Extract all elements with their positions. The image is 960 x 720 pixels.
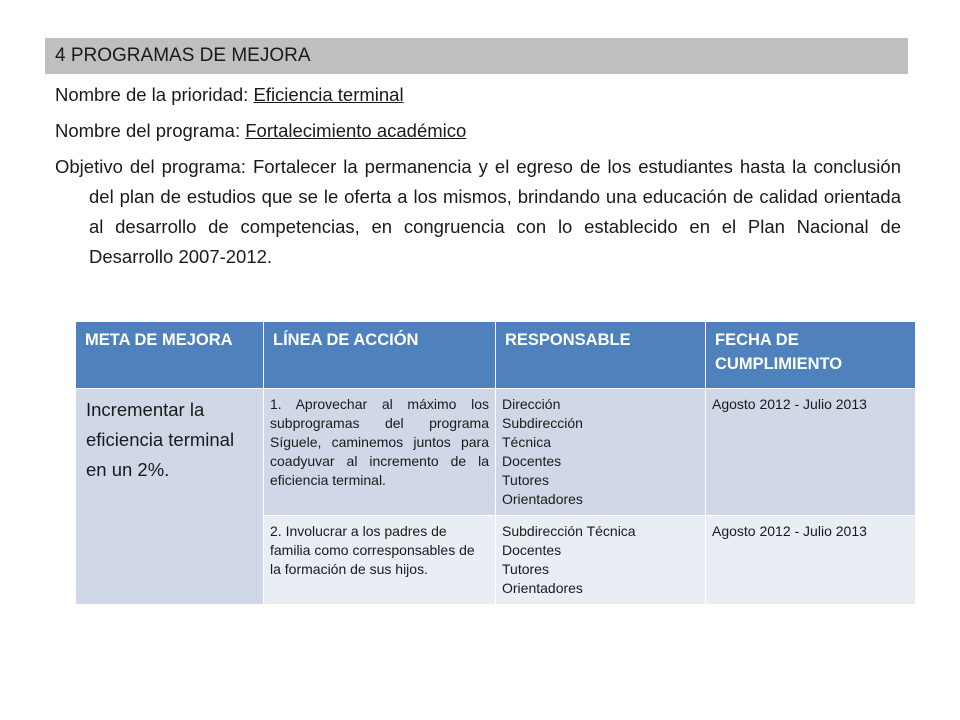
- improvement-table: [75, 321, 916, 605]
- table-header-row: [76, 322, 916, 389]
- responsable-item: Tutores: [502, 561, 549, 577]
- section-title: 4 PROGRAMAS DE MEJORA: [45, 38, 908, 74]
- priority-value: Eficiencia terminal: [253, 84, 404, 105]
- responsable-item: Subdirección Técnica: [502, 523, 636, 539]
- responsable-item: Tutores: [502, 472, 549, 488]
- program-line: [55, 116, 908, 146]
- priority-line: [55, 80, 908, 110]
- fecha-cell: Agosto 2012 - Julio 2013: [706, 389, 916, 516]
- responsable-item: Subdirección: [502, 415, 583, 431]
- header-fecha: FECHA DE CUMPLIMIENTO: [706, 322, 916, 389]
- responsable-cell: [496, 516, 706, 605]
- meta-cell: Incrementar la eficiencia terminal en un 2%.: [76, 389, 264, 605]
- table-row: [76, 389, 916, 516]
- header-responsable: RESPONSABLE: [496, 322, 706, 389]
- priority-label: Nombre de la prioridad:: [55, 84, 249, 105]
- responsable-item: Docentes: [502, 542, 562, 558]
- program-value: Fortalecimiento académico: [245, 120, 467, 141]
- program-label: Nombre del programa:: [55, 120, 241, 141]
- responsable-item: Dirección: [502, 396, 561, 412]
- responsable-item: Orientadores: [502, 491, 583, 507]
- responsable-item: Técnica: [502, 434, 552, 450]
- responsable-item: Docentes: [502, 453, 562, 469]
- accion-cell: 1. Aprovechar al máximo los subprogramas del programa Síguele, caminemos juntos para coadyuvar al incremento de la eficiencia terminal.: [264, 389, 496, 516]
- header-meta: META DE MEJORA: [76, 322, 264, 389]
- responsable-item: Orientadores: [502, 580, 583, 596]
- header-accion: LÍNEA DE ACCIÓN: [264, 322, 496, 389]
- accion-cell: 2. Involucrar a los padres de familia como corresponsables de la formación de sus hijos.: [264, 516, 496, 605]
- fecha-cell: Agosto 2012 - Julio 2013: [706, 516, 916, 605]
- responsable-cell: [496, 389, 706, 516]
- objective-text: Objetivo del programa: Fortalecer la permanencia y el egreso de los estudiantes hasta la conclusión del plan de estudios que se le oferta a los mismos, brindando una educación de calidad orientada al desarrollo de competencias, en congruencia con lo establecido en el Plan Nacional de Desarrollo 2007-2012.: [55, 156, 901, 267]
